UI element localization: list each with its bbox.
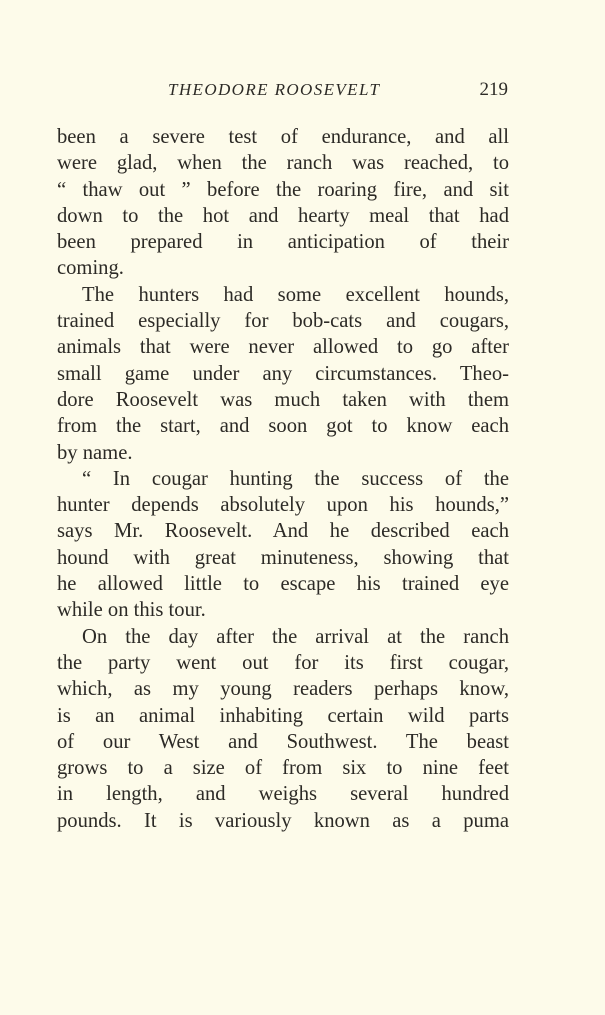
- text-line: of our West and Southwest. The beast: [57, 730, 509, 753]
- text-line: “ thaw out ” before the roaring fire, and sit: [57, 178, 509, 201]
- text-line: by name.: [57, 441, 133, 464]
- text-line: says Mr. Roosevelt. And he described each: [57, 520, 509, 543]
- text-line: down to the hot and hearty meal that had: [57, 204, 509, 227]
- text-line: On the day after the arrival at the ranch: [82, 625, 509, 648]
- text-line: while on this tour.: [57, 599, 206, 622]
- text-line: small game under any circumstances. Theo-: [57, 362, 509, 385]
- text-line: trained especially for bob-cats and cougars,: [57, 310, 509, 333]
- text-line: animals that were never allowed to go after: [57, 336, 509, 359]
- text-line: pounds. It is variously known as a puma: [57, 809, 509, 832]
- text-line: “ In cougar hunting the success of the: [82, 467, 509, 490]
- running-title: THEODORE ROOSEVELT: [168, 80, 381, 99]
- text-line: coming.: [57, 257, 124, 280]
- text-line: he allowed little to escape his trained eye: [57, 573, 509, 596]
- text-line: dore Roosevelt was much taken with them: [57, 388, 509, 411]
- text-line: from the start, and soon got to know each: [57, 415, 509, 438]
- text-line: been a severe test of endurance, and all: [57, 126, 509, 148]
- text-line: hunter depends absolutely upon his hounds,”: [57, 494, 509, 517]
- text-line: grows to a size of from six to nine feet: [57, 757, 509, 780]
- text-line: is an animal inhabiting certain wild parts: [57, 704, 509, 727]
- text-line: the party went out for its first cougar,: [57, 651, 509, 674]
- text-line: which, as my young readers perhaps know,: [57, 678, 509, 701]
- text-line: hound with great minuteness, showing that: [57, 546, 509, 569]
- text-line: in length, and weighs several hundred: [57, 783, 509, 806]
- text-line: been prepared in anticipation of their: [57, 231, 509, 254]
- page-number: 219: [479, 79, 508, 100]
- text-line: were glad, when the ranch was reached, to: [57, 152, 509, 175]
- running-head: [0, 77, 605, 103]
- body-text: [57, 124, 509, 834]
- text-line: The hunters had some excellent hounds,: [82, 283, 509, 306]
